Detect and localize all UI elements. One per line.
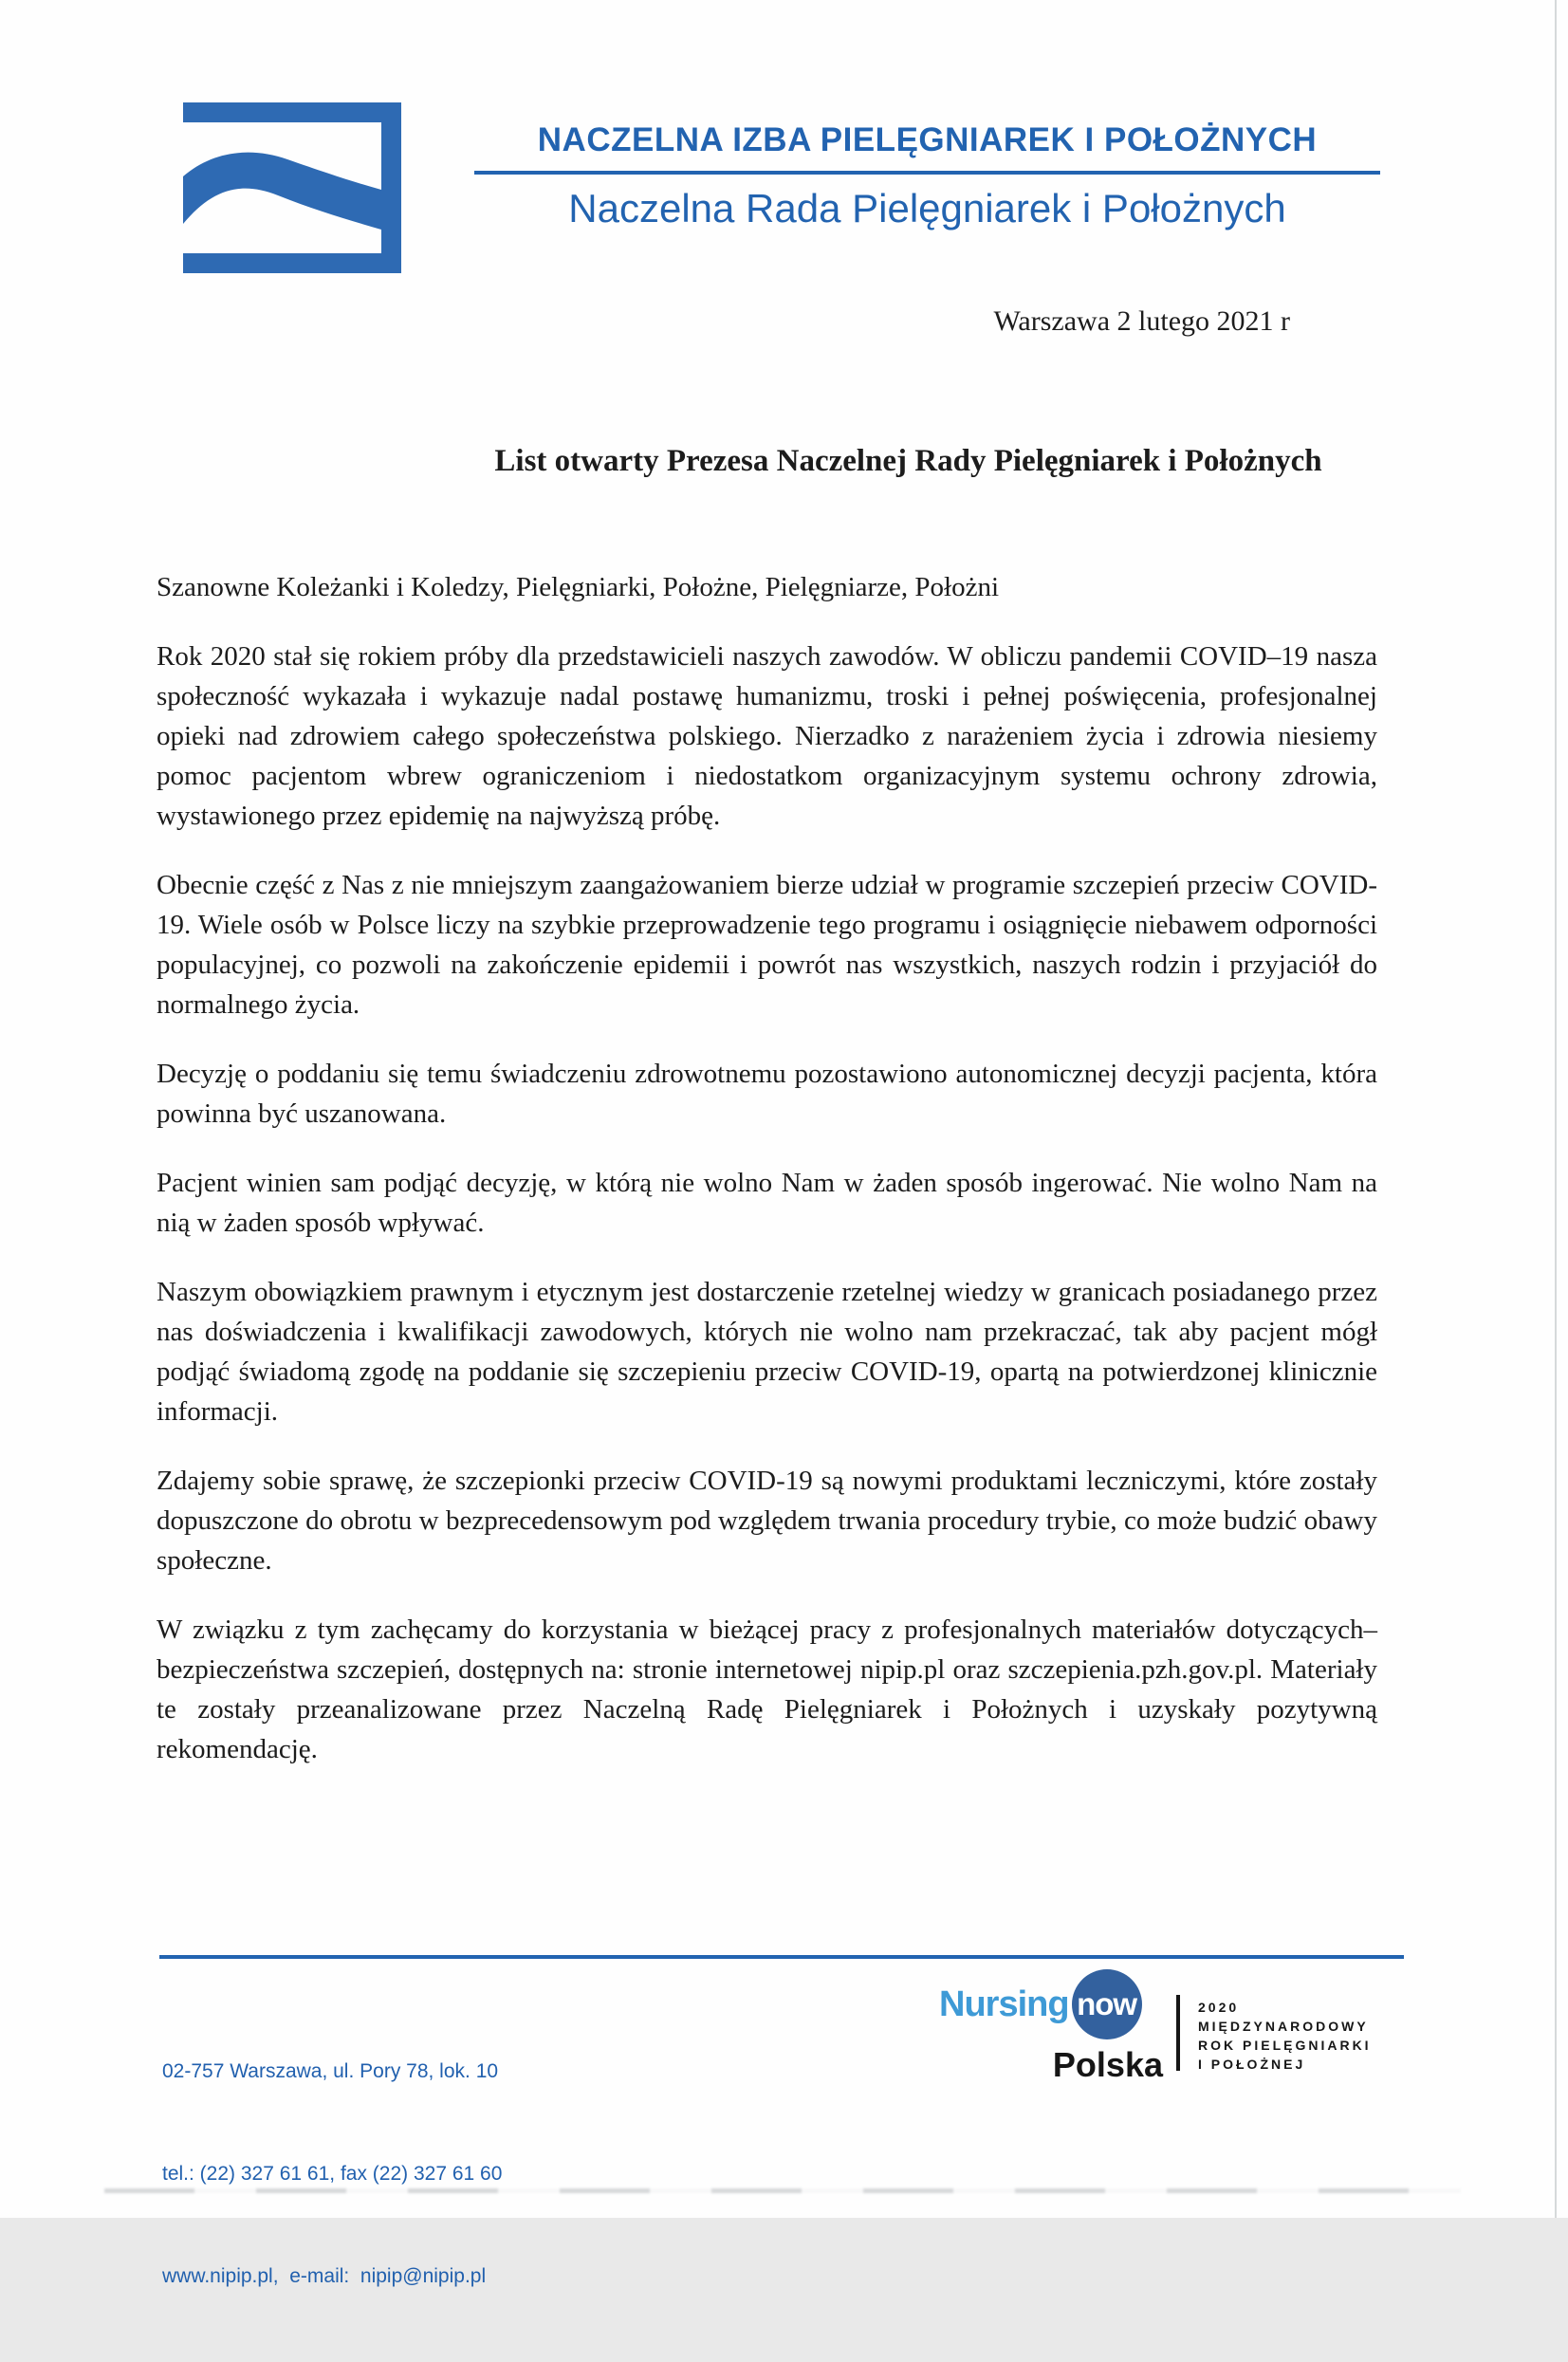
nipip-wave-logo-icon (183, 102, 401, 273)
paragraph: Decyzję o poddaniu się temu świadczeniu zdrowotnemu pozostawiono autonomicznej decyzji pacjenta, która powinna być uszanowana. (157, 1059, 1377, 1129)
paragraph: Obecnie część z Nas z nie mniejszym zaangażowaniem bierze udział w programie szczepień przeciw COVID-19. Wiele osób w Polsce liczy na szybkie przeprowadzenie tego programu i osiągnięcie niebawem odporności populacyjnej, co pozwoli na zakończenie epidemii i powrót nas wszystkich, naszych rodzin i przyjaciół do normalnego życia. (157, 870, 1377, 1020)
badge-line: 2020 (1198, 2000, 1240, 2015)
scan-edge-artifact (1555, 0, 1557, 2218)
letterhead (474, 121, 1380, 231)
badge-line: MIĘDZYNARODOWY (1198, 2019, 1369, 2034)
nursing-now-wordmark (939, 1969, 1174, 2039)
badge-line: I POŁOŻNEJ (1198, 2057, 1306, 2072)
badge-line: ROK PIELĘGNIARKI (1198, 2038, 1372, 2053)
footer-address (162, 1986, 502, 2362)
badge-text (1198, 1995, 1372, 2074)
council-name: Naczelna Rada Pielęgniarek i Położnych (568, 186, 1286, 231)
address-line: 02-757 Warszawa, ul. Pory 78, lok. 10 (162, 2060, 499, 2082)
nursing-now-circle-icon (1072, 1969, 1142, 2039)
now-word: now (1077, 1986, 1137, 2021)
letter-title: List otwarty Prezesa Naczelnej Rady Pielęgniarek i Położnych (494, 444, 1322, 478)
footer-divider (159, 1955, 1404, 1959)
address-line: tel.: (22) 327 61 61, fax (22) 327 61 60 (162, 2163, 503, 2185)
polska-word: Polska (1052, 2045, 1163, 2084)
year-2020-badge (1176, 1995, 1372, 2074)
nursing-word: Nursing (939, 1984, 1069, 2024)
nursing-now-polska-logo (939, 1969, 1174, 2085)
paragraph: Zdajemy sobie sprawę, że szczepionki przeciw COVID-19 są nowymi produktami leczniczymi, które zostały dopuszczone do obrotu w bezprecedensowym pod względem trwania procedury trybie, co może budzić obawy społeczne. (157, 1466, 1377, 1576)
paragraph: Pacjent winien sam podjąć decyzję, w którą nie wolno Nam w żaden sposób ingerować. Nie wolno Nam na nią w żaden sposób wpływać. (157, 1168, 1377, 1238)
badge-divider-bar (1176, 1995, 1180, 2071)
paragraph: W związku z tym zachęcamy do korzystania w bieżącej pracy z profesjonalnych materiałów dotyczących–bezpieczeństwa szczepień, dostępnych na: stronie internetowej nipip.pl oraz szczepienia.pzh.gov.pl. Materiały te zostały przeanalizowane przez Naczelną Radę Pielęgniarek i Położnych i uzyskały pozytywną rekomendację. (157, 1615, 1377, 1764)
paragraph: Naszym obowiązkiem prawnym i etycznym jest dostarczenie rzetelnej wiedzy w granicach posiadanego przez nas doświadczenia i kwalifikacji zawodowych, których nie wolno nam przekraczać, tak aby pacjent mógł podjąć świadomą zgodę na poddanie się szczepieniu przeciw COVID-19, opartą na potwierdzonej klinicznie informacji. (157, 1277, 1377, 1427)
salutation: Szanowne Koleżanki i Koledzy, Pielęgniarki, Położne, Pielęgniarze, Położni (157, 572, 1000, 602)
paragraph: Rok 2020 stał się rokiem próby dla przedstawicieli naszych zawodów. W obliczu pandemii COVID–19 nasza społeczność wykazała i wykazuje nadal postawę humanizmu, troski i pełnej poświęcenia, profesjonalnej opieki nad zdrowiem całego społeczeństwa polskiego. Nierzadko z narażeniem życia i zdrowia niesiemy pomoc pacjentom wbrew ograniczeniom i niedostatkom organizacyjnym systemu ochrony zdrowia, wystawionego przez epidemię na najwyższą próbę. (157, 641, 1377, 831)
address-line: www.nipip.pl, e-mail: nipip@nipip.pl (162, 2265, 487, 2287)
letter-body (157, 567, 1377, 1799)
dateline: Warszawa 2 lutego 2021 r (993, 305, 1290, 337)
organization-name: NACZELNA IZBA PIELĘGNIAREK I POŁOŻNYCH (474, 121, 1380, 175)
